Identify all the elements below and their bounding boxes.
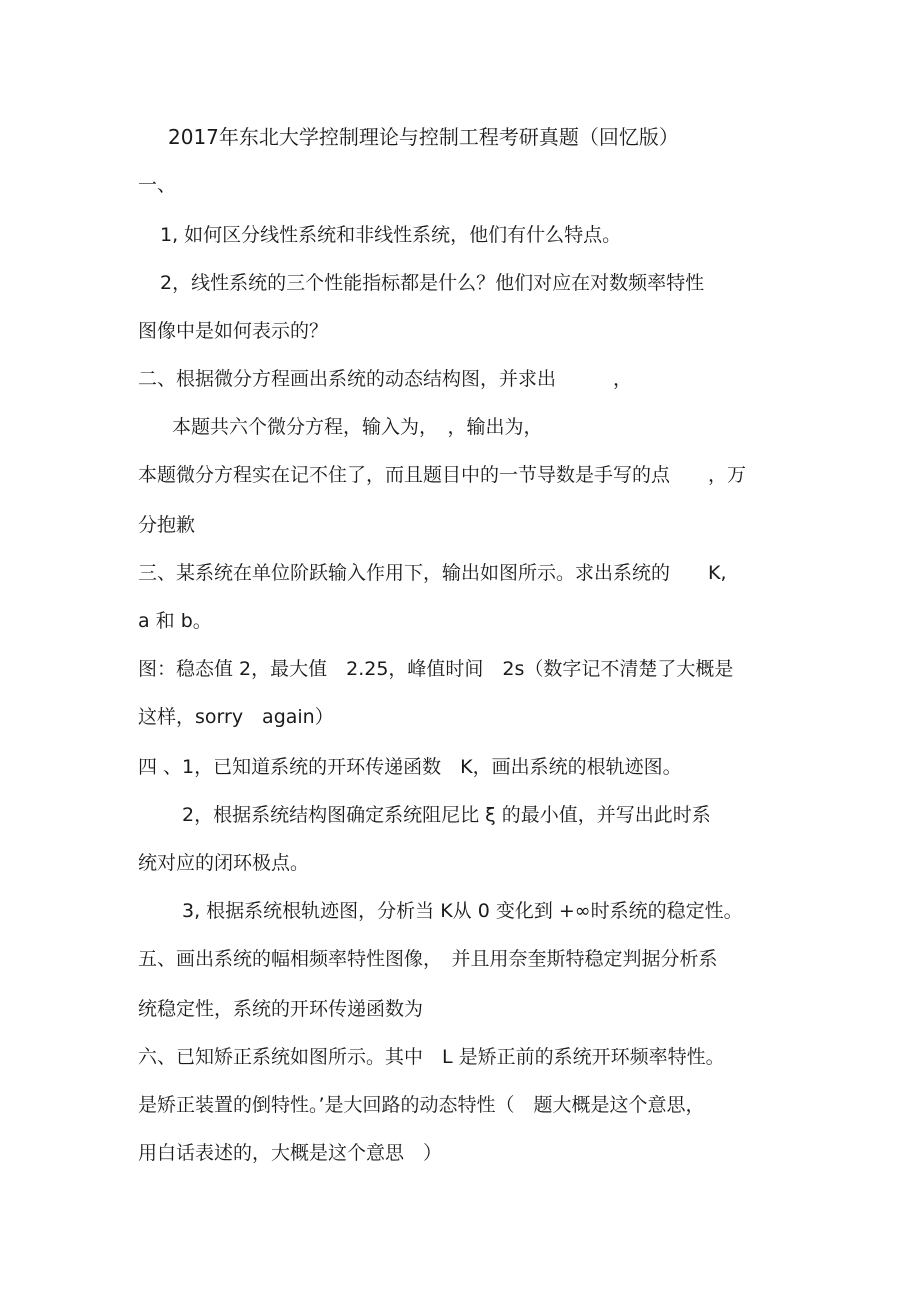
section-2-note: 本题共六个微分方程，输入为， ，输出为， [172, 416, 543, 438]
section-2-apology: 本题微分方程实在记不住了，而且题目中的一节导数是手写的点 ，万 [138, 464, 747, 486]
question-1-1: 1, 如何区分线性系统和非线性系统，他们有什么特点。 [160, 224, 622, 246]
section-2-apology-cont: 分抱歉 [138, 514, 196, 536]
section-3-figure: 图：稳态值 2，最大值 2.25，峰值时间 2s（数字记不清楚了大概是 [138, 658, 734, 680]
section-6: 六、已知矫正系统如图所示。其中 L 是矫正前的系统开环频率特性。 [138, 1046, 725, 1068]
section-4-2: 2，根据系统结构图确定系统阻尼比 ξ 的最小值，并写出此时系 [182, 804, 711, 826]
section-1-heading: 一、 [138, 174, 177, 196]
section-3-cont: a 和 b。 [138, 610, 212, 632]
section-5: 五、画出系统的幅相频率特性图像， 并且用奈奎斯特稳定判据分析系 [138, 948, 718, 970]
section-6-cont-2: 用白话表述的，大概是这个意思 ） [138, 1142, 443, 1164]
section-5-cont: 统稳定性，系统的开环传递函数为 [138, 998, 424, 1020]
section-3: 三、某系统在单位阶跃输入作用下，输出如图所示。求出系统的 K, [138, 562, 727, 584]
section-6-cont: 是矫正装置的倒特性。’是大回路的动态特性（ 题大概是这个意思， [138, 1094, 705, 1116]
section-4-2-cont: 统对应的闭环极点。 [138, 852, 310, 874]
section-3-figure-cont: 这样，sorry again） [138, 706, 334, 728]
section-2: 二、根据微分方程画出系统的动态结构图，并求出 ， [138, 368, 633, 390]
question-1-2: 2，线性系统的三个性能指标都是什么？他们对应在对数频率特性 [160, 272, 705, 294]
page-title: 2017年东北大学控制理论与控制工程考研真题（回忆版） [168, 125, 679, 149]
section-4-1: 四 、1，已知道系统的开环传递函数 K，画出系统的根轨迹图。 [138, 756, 682, 778]
section-4-3: 3, 根据系统根轨迹图，分析当 K从 0 变化到 +∞时系统的稳定性。 [182, 900, 743, 922]
question-1-2-cont: 图像中是如何表示的？ [138, 320, 329, 342]
